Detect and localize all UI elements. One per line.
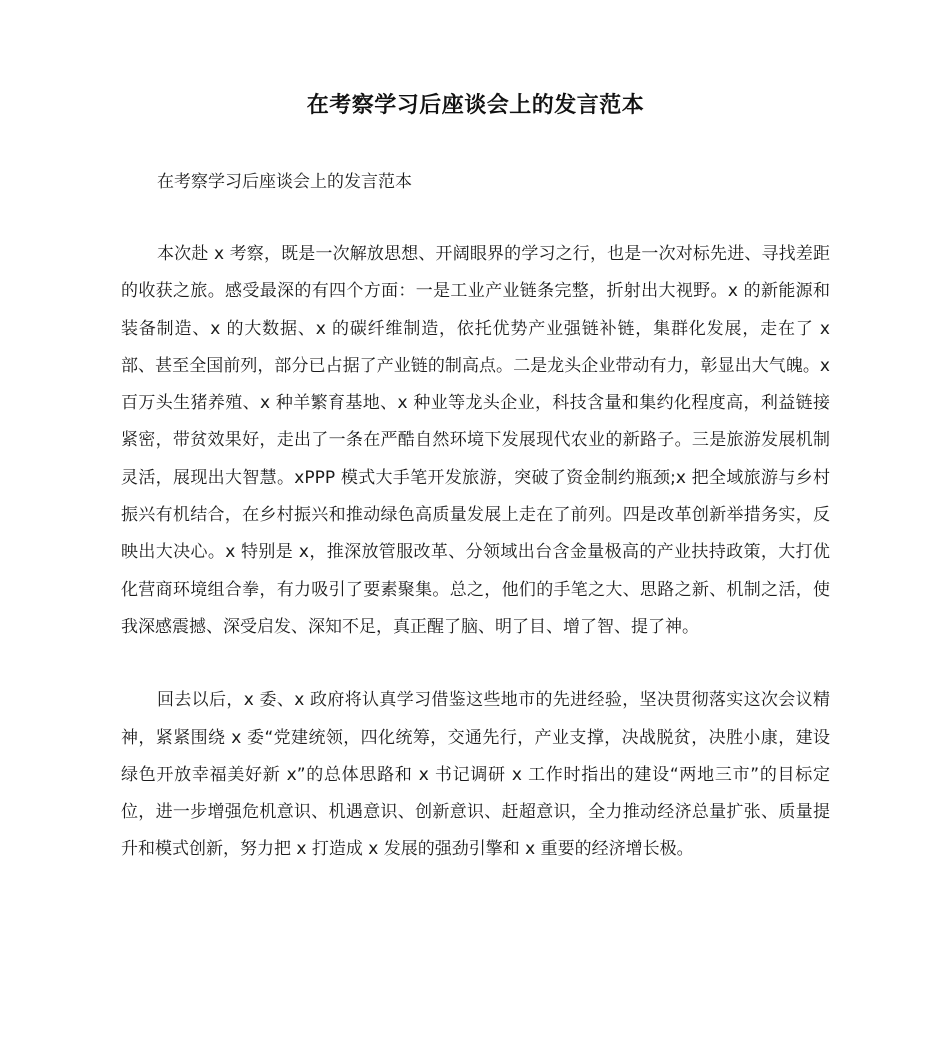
document-subtitle: 在考察学习后座谈会上的发言范本: [157, 172, 412, 192]
paragraph-2: 回去以后，x 委、x 政府将认真学习借鉴这些地市的先进经验，坚决贯彻落实这次会议精神，紧紧围绕 x 委“党建统领，四化统筹，交通先行，产业支撑，决战脱贫，决胜小康，建设绿色开放幸福美好新 x”的总体思路和 x 书记调研 x 工作时指出的建设“两地三市”的目标定位，进一步增强危机意识、机遇意识、创新意识、赶超意识，全力推动经济总量扩张、质量提升和模式创新，努力把 x 打造成 x 发展的强劲引擎和 x 重要的经济增长极。: [121, 690, 830, 860]
document-title: 在考察学习后座谈会上的发言范本: [306, 93, 645, 118]
paragraph-1: 本次赴 x 考察，既是一次解放思想、开阔眼界的学习之行，也是一次对标先进、寻找差距的收获之旅。感受最深的有四个方面：一是工业产业链条完整，折射出大视野。x 的新能源和装备制造、x 的大数据、x 的碳纤维制造，依托优势产业强链补链，集群化发展，走在了 x 部、甚至全国前列，部分已占据了产业链的制高点。二是龙头企业带动有力，彰显出大气魄。x 百万头生猪养殖、x 种羊繁育基地、x 种业等龙头企业，科技含量和集约化程度高，利益链接紧密，带贫效果好，走出了一条在严酷自然环境下发展现代农业的新路子。三是旅游发展机制灵活，展现出大智慧。xPPP 模式大手笔开发旅游，突破了资金制约瓶颈;x 把全域旅游与乡村振兴有机结合，在乡村振兴和推动绿色高质量发展上走在了前列。四是改革创新举措务实，反映出大决心。x 特别是 x，推深放管服改革、分领域出台含金量极高的产业扶持政策，大打优化营商环境组合拳，有力吸引了要素聚集。总之，他们的手笔之大、思路之新、机制之活，使我深感震撼、深受启发、深知不足，真正醒了脑、明了目、增了智、提了神。: [121, 244, 830, 637]
